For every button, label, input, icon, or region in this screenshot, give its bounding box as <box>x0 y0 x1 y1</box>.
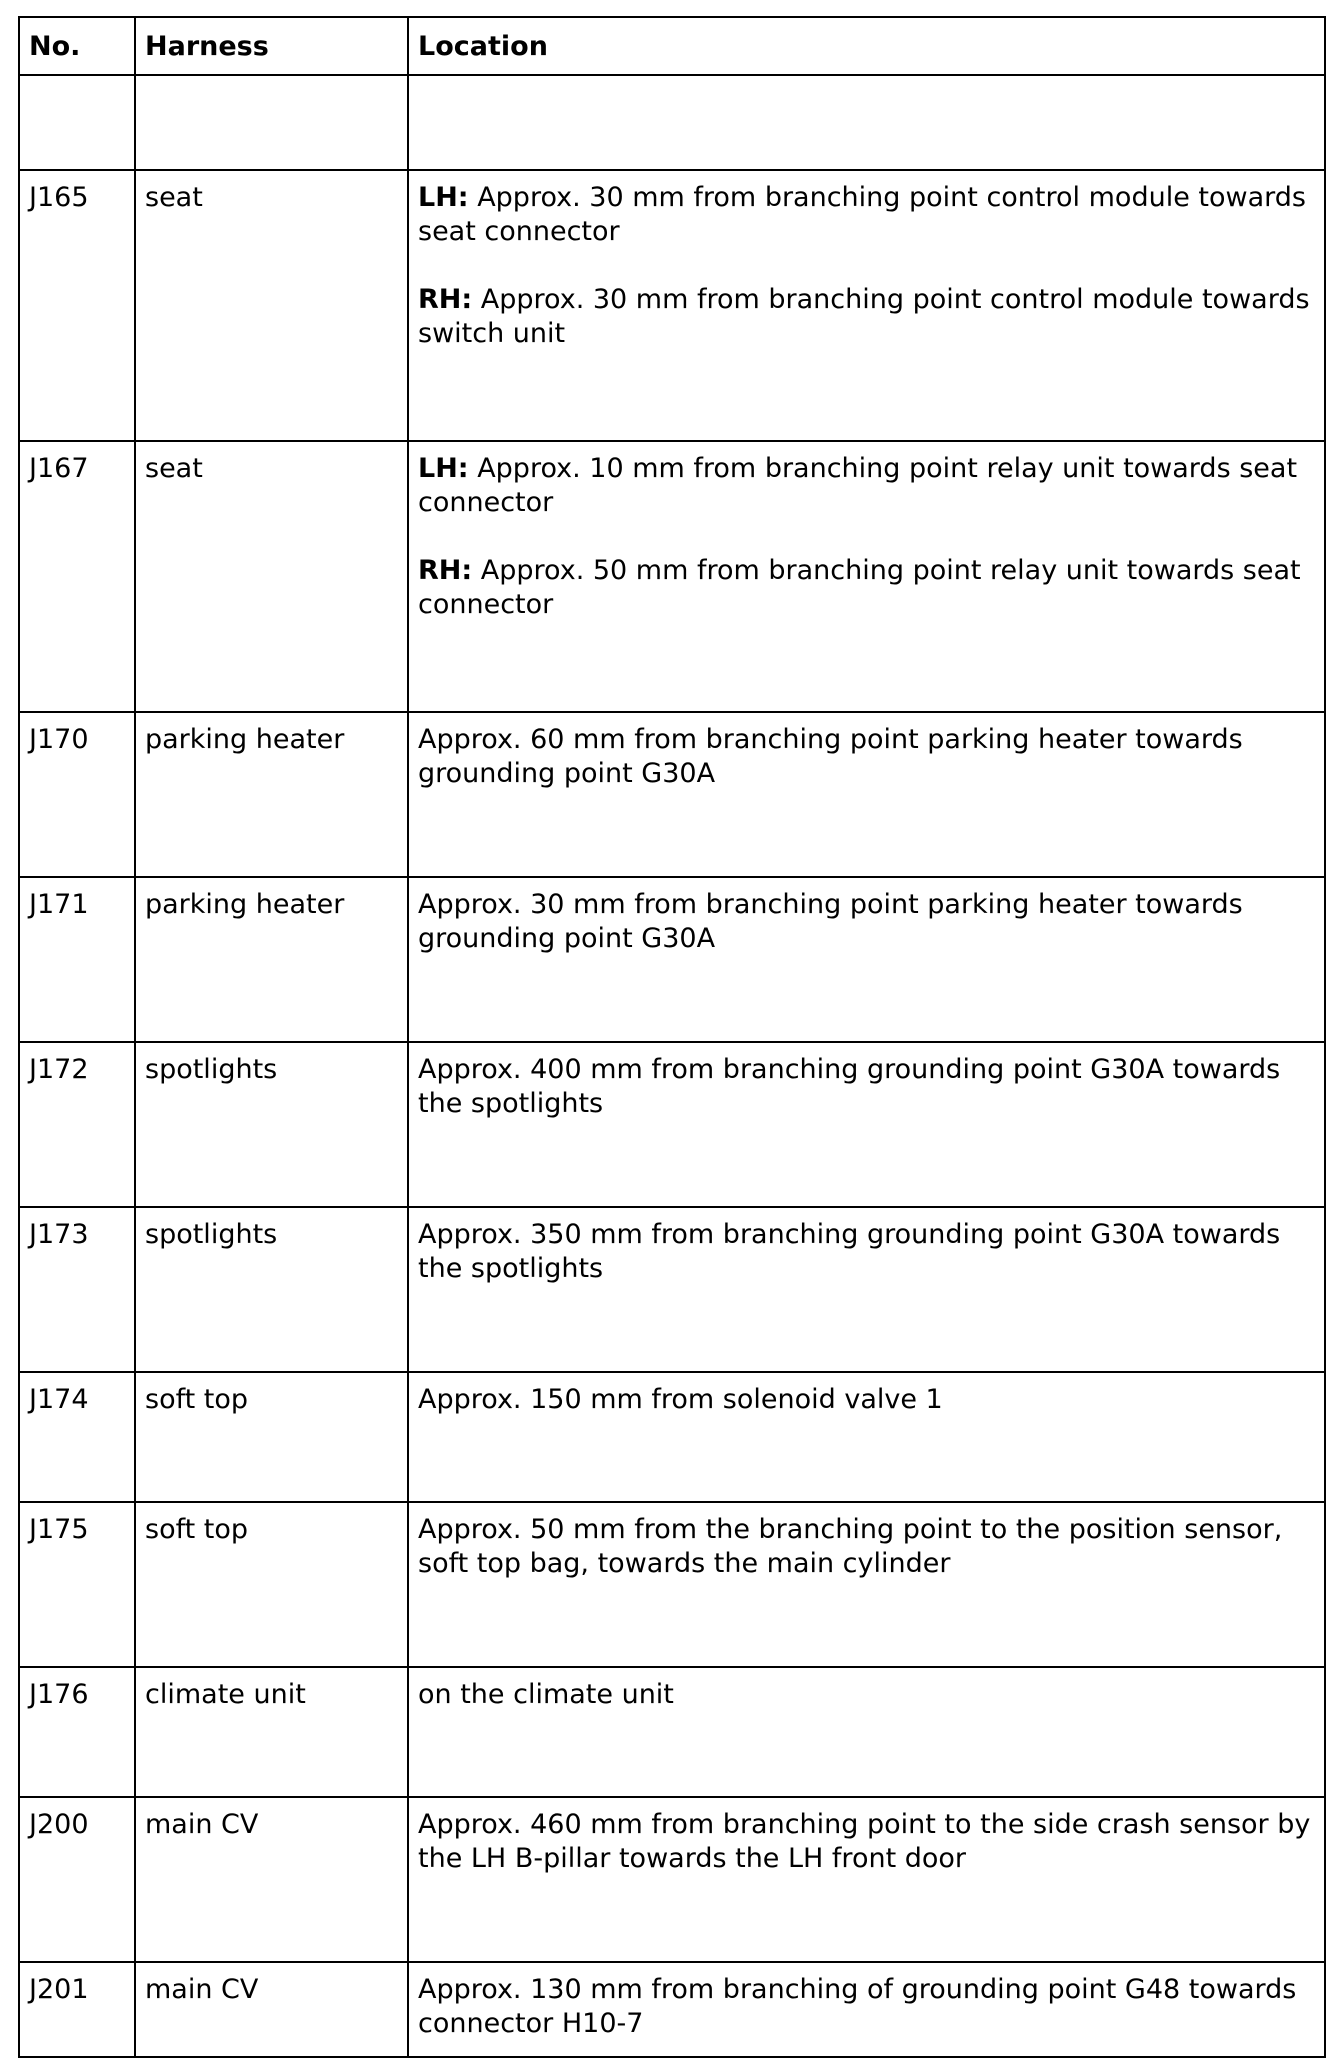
table-row-empty <box>19 75 1325 170</box>
cell-no: J165 <box>19 170 135 441</box>
cell-no: J175 <box>19 1502 135 1667</box>
cell-location <box>408 441 1325 712</box>
cell-harness: soft top <box>135 1502 408 1667</box>
rh-text: Approx. 50 mm from branching point relay unit towards seat connector <box>418 555 1301 620</box>
cell-no-empty <box>19 75 135 170</box>
table-row <box>19 1962 1325 2057</box>
table-row <box>19 170 1325 441</box>
rh-label: RH: <box>418 284 473 315</box>
lh-text: Approx. 10 mm from branching point relay unit towards seat connector <box>418 453 1298 518</box>
cell-location: Approx. 460 mm from branching point to the side crash sensor by the LH B-pillar towards the LH front door <box>408 1797 1325 1962</box>
table-row <box>19 1667 1325 1797</box>
header-location: Location <box>408 17 1325 75</box>
cell-harness: parking heater <box>135 712 408 877</box>
table-row <box>19 1042 1325 1207</box>
header-harness: Harness <box>135 17 408 75</box>
table-row <box>19 1372 1325 1502</box>
cell-no: J172 <box>19 1042 135 1207</box>
table-row <box>19 441 1325 712</box>
cell-harness: seat <box>135 170 408 441</box>
location-rh-paragraph <box>418 283 1316 351</box>
lh-text: Approx. 30 mm from branching point control module towards seat connector <box>418 182 1306 247</box>
cell-no: J200 <box>19 1797 135 1962</box>
cell-harness: parking heater <box>135 877 408 1042</box>
cell-harness: spotlights <box>135 1207 408 1372</box>
cell-location: Approx. 60 mm from branching point parking heater towards grounding point G30A <box>408 712 1325 877</box>
lh-label: LH: <box>418 453 469 484</box>
cell-harness: main CV <box>135 1797 408 1962</box>
header-no: No. <box>19 17 135 75</box>
table-header-row <box>19 17 1325 75</box>
table-row <box>19 1207 1325 1372</box>
cell-no: J167 <box>19 441 135 712</box>
cell-location: Approx. 350 mm from branching grounding point G30A towards the spotlights <box>408 1207 1325 1372</box>
cell-harness: seat <box>135 441 408 712</box>
cell-location: Approx. 30 mm from branching point parking heater towards grounding point G30A <box>408 877 1325 1042</box>
cell-harness: climate unit <box>135 1667 408 1797</box>
cell-location: Approx. 150 mm from solenoid valve 1 <box>408 1372 1325 1502</box>
cell-harness-empty <box>135 75 408 170</box>
cell-location: Approx. 50 mm from the branching point to the position sensor, soft top bag, towards the main cylinder <box>408 1502 1325 1667</box>
cell-harness: spotlights <box>135 1042 408 1207</box>
location-rh-paragraph <box>418 554 1316 622</box>
cell-no: J171 <box>19 877 135 1042</box>
cell-location-empty <box>408 75 1325 170</box>
cell-no: J173 <box>19 1207 135 1372</box>
cell-no: J170 <box>19 712 135 877</box>
cell-location <box>408 170 1325 441</box>
cell-location: Approx. 400 mm from branching grounding point G30A towards the spotlights <box>408 1042 1325 1207</box>
cell-no: J201 <box>19 1962 135 2057</box>
location-lh-paragraph <box>418 452 1316 520</box>
lh-label: LH: <box>418 182 469 213</box>
rh-text: Approx. 30 mm from branching point control module towards switch unit <box>418 284 1310 349</box>
cell-no: J174 <box>19 1372 135 1502</box>
location-lh-paragraph <box>418 181 1316 249</box>
table-row <box>19 1502 1325 1667</box>
cell-location: on the climate unit <box>408 1667 1325 1797</box>
cell-location: Approx. 130 mm from branching of grounding point G48 towards connector H10-7 <box>408 1962 1325 2057</box>
table-row <box>19 712 1325 877</box>
table-row <box>19 877 1325 1042</box>
cell-harness: main CV <box>135 1962 408 2057</box>
cell-harness: soft top <box>135 1372 408 1502</box>
cell-no: J176 <box>19 1667 135 1797</box>
harness-location-table <box>18 16 1326 2058</box>
rh-label: RH: <box>418 555 473 586</box>
table-row <box>19 1797 1325 1962</box>
